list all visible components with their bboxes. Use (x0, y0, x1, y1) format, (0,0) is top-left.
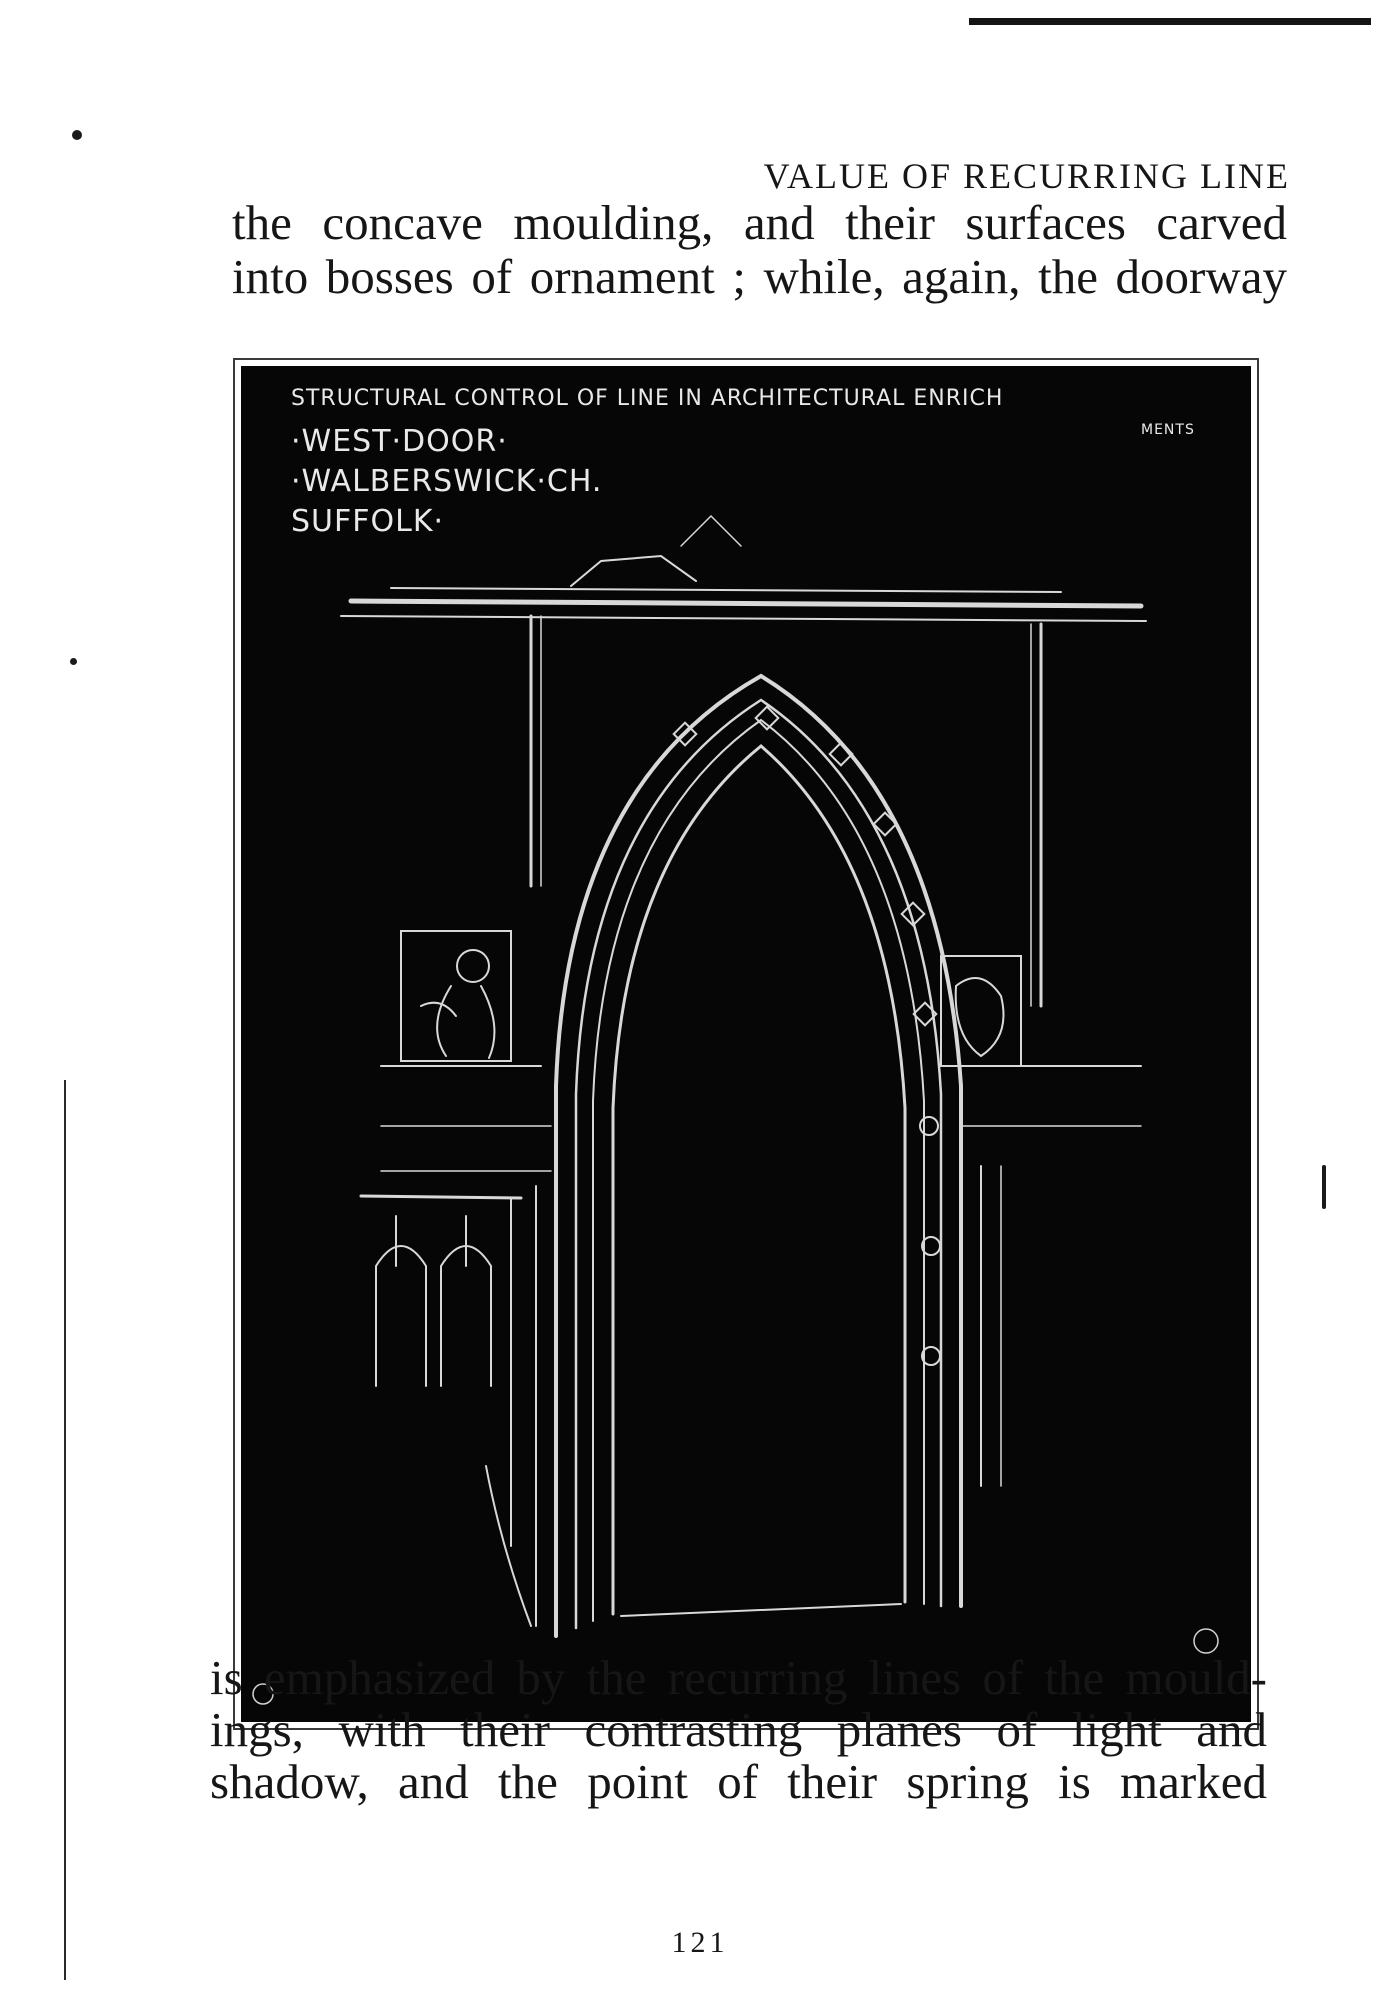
plate-caption-title-continued: MENTS (1141, 422, 1195, 438)
plate-caption-line: SUFFOLK· (291, 504, 445, 539)
plate-caption-title: STRUCTURAL CONTROL OF LINE IN ARCHITECTURAL ENRICH (291, 386, 1004, 411)
plate-caption-line: ·WALBERSWICK·CH. (291, 464, 603, 499)
margin-speck (70, 658, 77, 665)
text-line: into bosses of ornament ; while, again, the doorway (232, 249, 1287, 304)
paragraph-bottom (210, 1652, 1267, 1808)
margin-speck (72, 130, 82, 140)
running-head: VALUE OF RECURRING LINE (763, 156, 1290, 196)
plate-image (241, 366, 1251, 1722)
arch-moulding (576, 700, 941, 1628)
top-rule (969, 18, 1371, 25)
text-line: shadow, and the point of their spring is marked (210, 1754, 1267, 1809)
threshold (621, 1604, 901, 1616)
text-line: is emphasized by the recurring lines of the mould- (210, 1650, 1267, 1705)
margin-speck (1322, 1165, 1326, 1209)
arch-moulding (593, 720, 924, 1621)
paragraph-top (232, 196, 1287, 304)
lintel-moulding (351, 601, 1141, 606)
text-line: the concave moulding, and their surfaces carved (232, 195, 1287, 250)
illustration-plate (233, 358, 1259, 1730)
text-line: ings, with their contrasting planes of light and (210, 1702, 1267, 1757)
arch-outer (556, 676, 961, 1636)
left-carved-figure (401, 931, 511, 1061)
binding-edge (64, 1080, 66, 1980)
doorway-drawing (241, 366, 1247, 1718)
ornament-bosses (674, 707, 940, 1365)
plate-caption-line: ·WEST·DOOR· (291, 424, 508, 459)
lower-panels (376, 1216, 491, 1386)
page-number: 121 (671, 1926, 729, 1959)
arch-inner (613, 746, 905, 1614)
